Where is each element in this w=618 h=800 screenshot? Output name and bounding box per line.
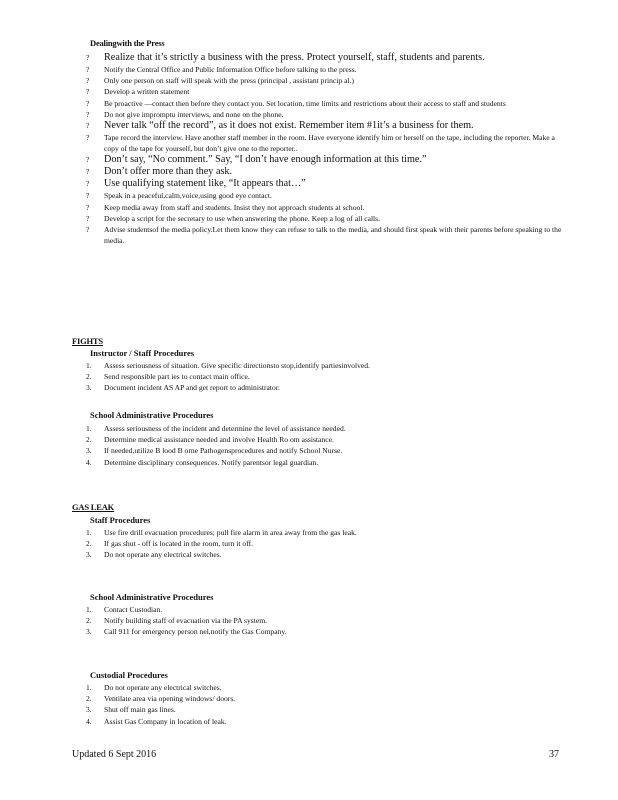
bullet-marker: ? xyxy=(86,109,90,119)
item-text: Send responsible part ies to contact main office. xyxy=(104,372,250,382)
item-number: 1. xyxy=(86,528,92,537)
bullet-marker: ? xyxy=(86,191,90,201)
list-item xyxy=(86,604,566,615)
gas-admin-list xyxy=(86,604,566,638)
gas-admin-heading: School Administrative Procedures xyxy=(90,592,214,602)
list-item xyxy=(86,98,566,109)
gas-staff-heading: Staff Procedures xyxy=(90,515,151,525)
list-item xyxy=(86,154,566,166)
item-text: Never talk “off the record”, as it does not exist. Remember item #1it’s a business for them. xyxy=(104,120,474,132)
gas-custodial-list xyxy=(86,682,566,727)
list-item xyxy=(86,75,566,86)
list-item xyxy=(86,86,566,97)
item-text: Determine medical assistance needed and involve Health Ro om assistance. xyxy=(104,435,334,445)
bullet-marker: ? xyxy=(86,65,90,74)
item-text: Document incident AS AP and get report to administrator. xyxy=(104,383,280,393)
bullet-marker: ? xyxy=(86,213,90,223)
list-item xyxy=(86,527,566,538)
bullet-marker: ? xyxy=(86,155,90,165)
bullet-marker: ? xyxy=(86,87,90,97)
footer-updated: Updated 6 Sept 2016 xyxy=(72,749,157,760)
bullet-marker: ? xyxy=(86,225,90,235)
fights-instructor-heading: Instructor / Staff Procedures xyxy=(90,348,195,358)
item-text: Shut off main gas lines. xyxy=(104,705,176,715)
press-heading: Dealingwith the Press xyxy=(90,38,165,48)
item-text: Use fire drill evacuation procedures; pull fire alarm in area away from the gas leak. xyxy=(104,528,357,537)
item-text: Tape record the interview. Have another staff member in the room. Have everyone identify him or herself on the tape, including the reporter. Make a copy of the tape for yourself, but don’t give one to the reporter.. xyxy=(104,133,555,154)
item-number: 3. xyxy=(86,550,92,560)
footer-page-number: 37 xyxy=(549,749,559,760)
list-item xyxy=(86,704,566,715)
item-number: 2. xyxy=(86,694,92,704)
list-item xyxy=(86,132,566,154)
list-item xyxy=(86,549,566,560)
item-text: Be proactive —contact then before they contact you. Set location, time limits and restrictions about their access to staff and students xyxy=(104,98,506,108)
item-text: Do not operate any electrical switches. xyxy=(104,550,222,560)
bullet-marker: ? xyxy=(86,76,90,86)
item-text: Speak in a peaceful,calm,voice,using good eye contact. xyxy=(104,191,272,201)
list-item xyxy=(86,434,566,445)
list-item xyxy=(86,213,566,224)
list-item xyxy=(86,178,566,190)
list-item xyxy=(86,538,566,549)
item-number: 1. xyxy=(86,605,92,614)
bullet-marker: ? xyxy=(86,133,90,143)
list-item xyxy=(86,166,566,178)
list-item xyxy=(86,52,566,64)
item-number: 1. xyxy=(86,424,92,433)
list-item xyxy=(86,626,566,637)
fights-admin-list xyxy=(86,423,566,468)
item-text: Don’t offer more than they ask. xyxy=(104,166,233,178)
item-text: Realize that it’s strictly a business with the press. Protect yourself, staff, students and parents. xyxy=(104,52,485,63)
item-text: Contact Custodian. xyxy=(104,605,163,614)
item-text: Keep media away from staff and students. Insist they not approach students at school. xyxy=(104,202,365,212)
item-number: 2. xyxy=(86,616,92,626)
list-item xyxy=(86,445,566,456)
gas-leak-heading: GAS LEAK xyxy=(72,502,115,512)
item-number: 4. xyxy=(86,457,92,467)
item-text: Only one person on staff will speak with the press (principal , assistant princip al.) xyxy=(104,76,354,86)
list-item xyxy=(86,120,566,132)
item-number: 1. xyxy=(86,683,92,692)
bullet-marker: ? xyxy=(86,98,90,108)
item-text: Assess seriousness of the incident and determine the level of assistance needed. xyxy=(104,424,346,433)
item-text: Use qualifying statement like, “It appears that…” xyxy=(104,178,306,190)
item-text: Develop a script for the secretary to use when answering the phone. Keep a log of all calls. xyxy=(104,213,381,223)
item-number: 3. xyxy=(86,627,92,637)
list-item xyxy=(86,109,566,120)
item-text: Assess seriousness of situation. Give specific directionsto stop,identify partiesinvolved. xyxy=(104,361,370,370)
item-number: 4. xyxy=(86,716,92,726)
item-text: If gas shut - off is located in the room, turn it off. xyxy=(104,539,254,549)
list-item xyxy=(86,615,566,626)
item-text: Advise studentsof the media policy.Let them know they can refuse to talk to the media, and should first speak with their parents before speaking to the media. xyxy=(104,225,562,246)
list-item xyxy=(86,224,566,246)
item-text: Notify building staff of evacuation via the PA system. xyxy=(104,616,268,626)
list-item xyxy=(86,190,566,201)
item-number: 3. xyxy=(86,383,92,393)
gas-custodial-heading: Custodial Procedures xyxy=(90,670,168,680)
bullet-marker: ? xyxy=(86,121,90,131)
list-item xyxy=(86,64,566,75)
item-text: Assist Gas Company in location of leak. xyxy=(104,716,227,726)
item-text: If needed,utilize B lood B orne Pathogensprocedures and notify School Nurse. xyxy=(104,446,343,456)
item-text: Don’t say, “No comment.” Say, “I don’t have enough information at this time.” xyxy=(104,154,427,166)
gas-staff-list xyxy=(86,527,566,561)
list-item xyxy=(86,371,566,382)
list-item xyxy=(86,457,566,468)
item-text: Determine disciplinary consequences. Notify parentsor legal guardian. xyxy=(104,457,319,467)
bullet-marker: ? xyxy=(86,53,90,62)
fights-admin-heading: School Administrative Procedures xyxy=(90,410,214,420)
press-list xyxy=(86,52,566,246)
item-number: 3. xyxy=(86,446,92,456)
list-item xyxy=(86,693,566,704)
bullet-marker: ? xyxy=(86,179,90,189)
fights-heading: FIGHTS xyxy=(72,336,103,346)
item-text: Call 911 for emergency person nel,notify the Gas Company. xyxy=(104,627,287,637)
item-text: Notify the Central Office and Public Information Office before talking to the press. xyxy=(104,65,357,74)
list-item xyxy=(86,682,566,693)
item-number: 2. xyxy=(86,435,92,445)
fights-instructor-list xyxy=(86,360,566,394)
item-text: Ventilate area via opening windows/ doors. xyxy=(104,694,236,704)
item-text: Do not operate any electrical switches. xyxy=(104,683,222,692)
bullet-marker: ? xyxy=(86,167,90,177)
list-item xyxy=(86,382,566,393)
item-number: 2. xyxy=(86,372,92,382)
item-text: Do not give impromptu interviews, and none on the phone. xyxy=(104,109,284,119)
bullet-marker: ? xyxy=(86,202,90,212)
item-number: 1. xyxy=(86,361,92,370)
list-item xyxy=(86,423,566,434)
item-number: 3. xyxy=(86,705,92,715)
list-item xyxy=(86,716,566,727)
list-item xyxy=(86,360,566,371)
item-text: Develop a written statement xyxy=(104,87,190,97)
list-item xyxy=(86,202,566,213)
item-number: 2. xyxy=(86,539,92,549)
